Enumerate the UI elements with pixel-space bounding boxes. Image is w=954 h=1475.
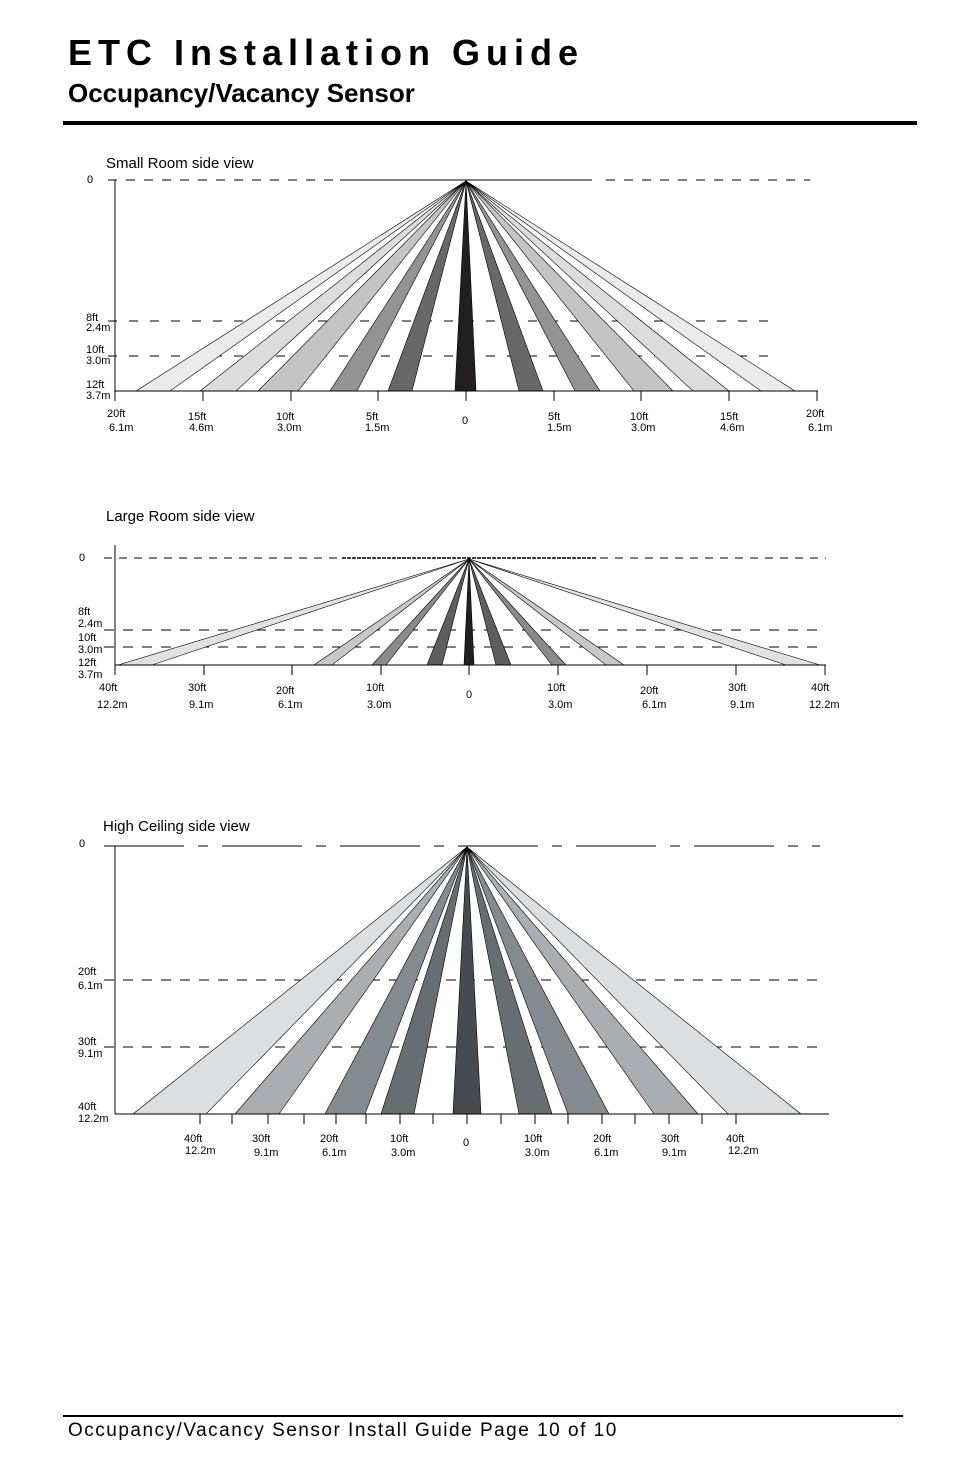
beam-group (118, 559, 820, 665)
distance-label-m: 1.5m (547, 422, 572, 434)
distance-label-ft: 20ft (593, 1133, 612, 1145)
distance-label-ft: 0 (466, 689, 473, 701)
distance-label-ft: 30ft (252, 1133, 271, 1145)
distance-label-m: 6.1m (594, 1147, 619, 1159)
distance-label-ft: 10ft (390, 1133, 409, 1145)
depth-label-ft: 10ft (78, 632, 97, 644)
distance-label-ft: 40ft (184, 1133, 203, 1145)
beam (200, 181, 466, 391)
distance-label-ft: 40ft (99, 682, 118, 694)
distance-label-m: 6.1m (322, 1147, 347, 1159)
diagram-title: Large Room side view (106, 508, 255, 525)
x-ticks (200, 1114, 736, 1124)
distance-labels (107, 408, 832, 434)
distance-label-ft: 0 (463, 1137, 470, 1149)
distance-label-ft: 30ft (661, 1133, 680, 1145)
beam (469, 559, 820, 665)
depth-label-ft: 10ft (86, 344, 105, 356)
distance-labels (184, 1133, 759, 1159)
depth-labels (78, 838, 109, 1125)
distance-label-m: 3.0m (525, 1147, 550, 1159)
depth-label-ft: 0 (79, 552, 86, 564)
beam-group (136, 181, 795, 391)
large-room-svg (0, 500, 954, 720)
distance-label-ft: 20ft (806, 408, 825, 420)
distance-label-ft: 5ft (366, 411, 379, 423)
distance-label-m: 12.2m (185, 1145, 216, 1157)
distance-label-m: 12.2m (97, 699, 128, 711)
beam (118, 559, 469, 665)
small-room-diagram (0, 0, 954, 460)
distance-label-ft: 40ft (726, 1133, 745, 1145)
depth-label-m: 3.7m (86, 390, 111, 402)
distance-label-ft: 5ft (548, 411, 561, 423)
distance-label-ft: 10ft (366, 682, 385, 694)
distance-label-m: 4.6m (720, 422, 745, 434)
high-ceiling-svg (0, 810, 954, 1170)
x-ticks (115, 391, 817, 401)
depth-label-ft: 12ft (78, 657, 97, 669)
depth-label-ft: 12ft (86, 379, 105, 391)
small-room-svg (0, 0, 954, 460)
depth-label-m: 2.4m (86, 322, 111, 334)
depth-label-ft: 8ft (86, 312, 99, 324)
depth-label-ft: 20ft (78, 966, 97, 978)
distance-label-ft: 40ft (811, 682, 830, 694)
depth-label-ft: 40ft (78, 1101, 97, 1113)
distance-label-ft: 30ft (728, 682, 747, 694)
page-footer: Occupancy/Vacancy Sensor Install Guide Page 10 of 10 (68, 1420, 618, 1441)
depth-label-m: 3.7m (78, 669, 103, 681)
x-ticks (115, 665, 825, 675)
distance-label-m: 3.0m (631, 422, 656, 434)
depth-label-ft: 0 (79, 838, 86, 850)
distance-label-m: 9.1m (254, 1147, 279, 1159)
depth-labels (78, 552, 102, 681)
distance-label-ft: 20ft (640, 685, 659, 697)
distance-label-m: 3.0m (548, 699, 573, 711)
depth-label-m: 3.0m (78, 644, 103, 656)
beam (466, 181, 729, 391)
distance-label-ft: 30ft (188, 682, 207, 694)
distance-label-m: 6.1m (642, 699, 667, 711)
distance-label-m: 3.0m (277, 422, 302, 434)
distance-label-ft: 15ft (720, 411, 739, 423)
distance-label-m: 6.1m (278, 699, 303, 711)
distance-label-m: 9.1m (662, 1147, 687, 1159)
distance-label-m: 3.0m (367, 699, 392, 711)
distance-label-m: 4.6m (189, 422, 214, 434)
distance-label-m: 9.1m (730, 699, 755, 711)
distance-label-m: 1.5m (365, 422, 390, 434)
distance-label-m: 6.1m (109, 422, 134, 434)
depth-label-ft: 8ft (78, 606, 91, 618)
page-subtitle: Occupancy/Vacancy Sensor (68, 78, 415, 108)
distance-label-ft: 20ft (276, 685, 295, 697)
footer-rule (63, 1415, 903, 1417)
depth-label-m: 9.1m (78, 1048, 103, 1060)
distance-labels (97, 682, 840, 711)
depth-label-m: 2.4m (78, 618, 103, 630)
depth-label-ft: 30ft (78, 1036, 97, 1048)
distance-label-m: 9.1m (189, 699, 214, 711)
distance-label-ft: 10ft (630, 411, 649, 423)
depth-label-ft: 0 (87, 174, 94, 186)
distance-label-m: 3.0m (391, 1147, 416, 1159)
depth-label-m: 3.0m (86, 355, 111, 367)
distance-label-ft: 10ft (276, 411, 295, 423)
distance-label-ft: 20ft (107, 408, 126, 420)
beam (464, 559, 474, 665)
depth-label-m: 6.1m (78, 980, 103, 992)
distance-label-ft: 0 (462, 415, 469, 427)
distance-label-ft: 15ft (188, 411, 207, 423)
diagram-title: Small Room side view (106, 155, 254, 172)
distance-label-ft: 10ft (547, 682, 566, 694)
distance-label-m: 12.2m (728, 1145, 759, 1157)
depth-label-m: 12.2m (78, 1113, 109, 1125)
distance-label-ft: 10ft (524, 1133, 543, 1145)
diagram-title: High Ceiling side view (103, 818, 250, 835)
distance-label-ft: 20ft (320, 1133, 339, 1145)
page-title: ETC Installation Guide (68, 32, 585, 73)
large-room-diagram (0, 500, 954, 720)
high-ceiling-diagram (0, 810, 954, 1170)
distance-label-m: 6.1m (808, 422, 833, 434)
distance-label-m: 12.2m (809, 699, 840, 711)
depth-labels (86, 174, 110, 402)
